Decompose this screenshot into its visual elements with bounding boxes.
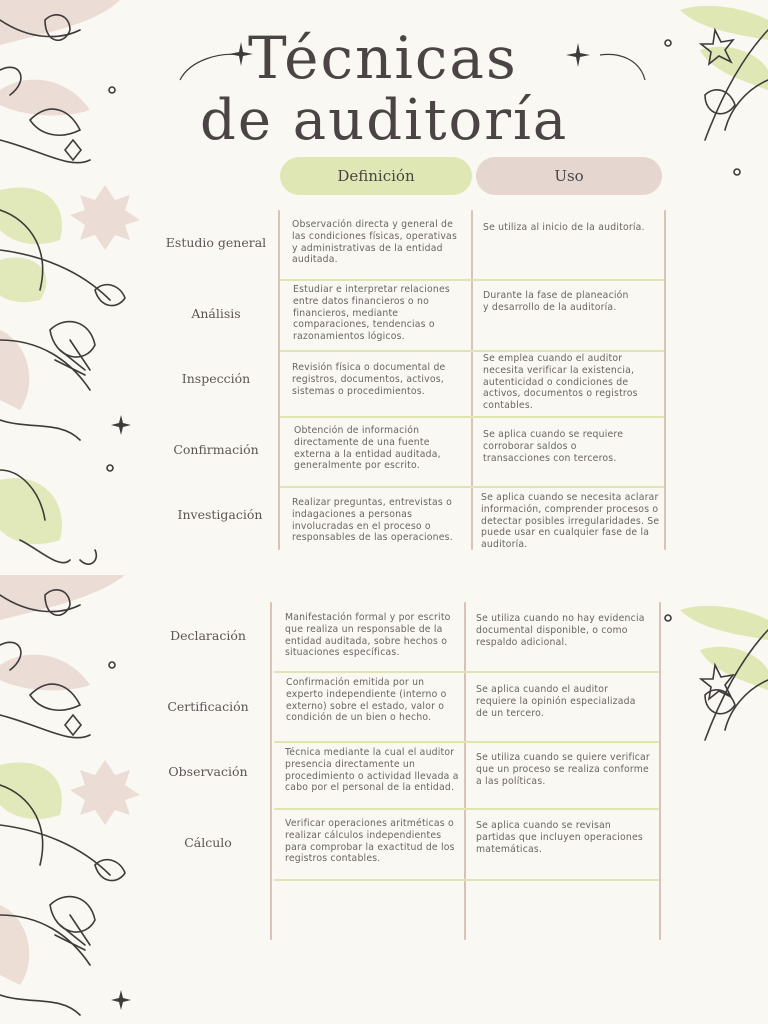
usage-cell: Durante la fase de planeación y desarrollo de la auditoría. [483,290,629,313]
header-definicion: Definición [280,157,472,195]
grid-hline [274,808,659,810]
row-label: Cálculo [184,835,232,850]
definition-cell: Técnica mediante la cual el auditor presencia directamente un procedimiento o actividad llevada a cabo por el personal de la entidad. [285,747,459,794]
header-uso: Uso [476,157,662,195]
usage-cell: Se aplica cuando el auditor requiere la opinión especializada de un tercero. [476,684,636,719]
grid-vline [659,602,661,940]
row-label: Certificación [167,699,249,714]
usage-cell: Se emplea cuando el auditor necesita verificar la existencia, autenticidad o condiciones de activos, documentos o registros contables. [483,353,638,412]
grid-hline [274,741,659,743]
row-label: Observación [168,764,248,779]
usage-cell: Se aplica cuando se necesita aclarar información, comprender procesos o detectar posibles irregularidades. Se puede usar en cualquier fase de la auditoría. [481,492,660,551]
definition-cell: Verificar operaciones aritméticas o realizar cálculos independientes para comprobar la exactitud de los registros contables. [285,818,455,865]
grid-vline [664,210,666,550]
page-title [170,18,650,153]
usage-cell: Se utiliza cuando se quiere verificar que un proceso se realiza conforme a las políticas. [476,752,650,787]
definition-cell: Manifestación formal y por escrito que realiza un responsable de la entidad auditada, sobre hechos o situaciones específicas. [285,612,451,659]
grid-hline [280,486,664,488]
usage-cell: Se utiliza al inicio de la auditoría. [483,222,645,233]
grid-hline [280,350,664,352]
row-label: Inspección [181,371,251,386]
definition-cell: Confirmación emitida por un experto independiente (interno o externo) sobre el estado, valor o condición de un bien o hecho. [286,677,447,724]
usage-cell: Se aplica cuando se requiere corroborar saldos o transacciones con terceros. [483,429,624,464]
definition-cell: Revisión física o documental de registros, documentos, activos, sistemas o procedimientos. [292,362,446,397]
definition-cell: Obtención de información directamente de una fuente externa a la entidad auditada, generalmente por escrito. [294,425,441,472]
usage-cell: Se aplica cuando se revisan partidas que incluyen operaciones matemáticas. [476,820,643,855]
grid-vline [464,602,466,940]
grid-hline [280,416,664,418]
title-line-2: de auditoría [200,88,569,153]
row-label: Confirmación [173,442,259,457]
definition-cell: Realizar preguntas, entrevistas o indagaciones a personas involucradas en el proceso o responsables de las operaciones. [292,497,453,544]
row-label: Análisis [191,306,241,321]
grid-hline [274,671,659,673]
grid-hline [274,879,659,881]
definition-cell: Observación directa y general de las condiciones físicas, operativas y administrativas de la entidad auditada. [292,219,457,266]
definition-cell: Estudiar e interpretar relaciones entre datos financieros o no financieros, mediante comparaciones, tendencias o razonamientos lógicos. [293,284,450,343]
title-line-1: Técnicas [248,24,518,92]
usage-cell: Se utiliza cuando no hay evidencia documental disponible, o como respaldo adicional. [476,613,645,648]
grid-vline [471,210,473,550]
row-label: Investigación [177,507,263,522]
grid-hline [280,279,664,281]
row-label: Estudio general [165,235,267,250]
row-label: Declaración [170,628,246,643]
